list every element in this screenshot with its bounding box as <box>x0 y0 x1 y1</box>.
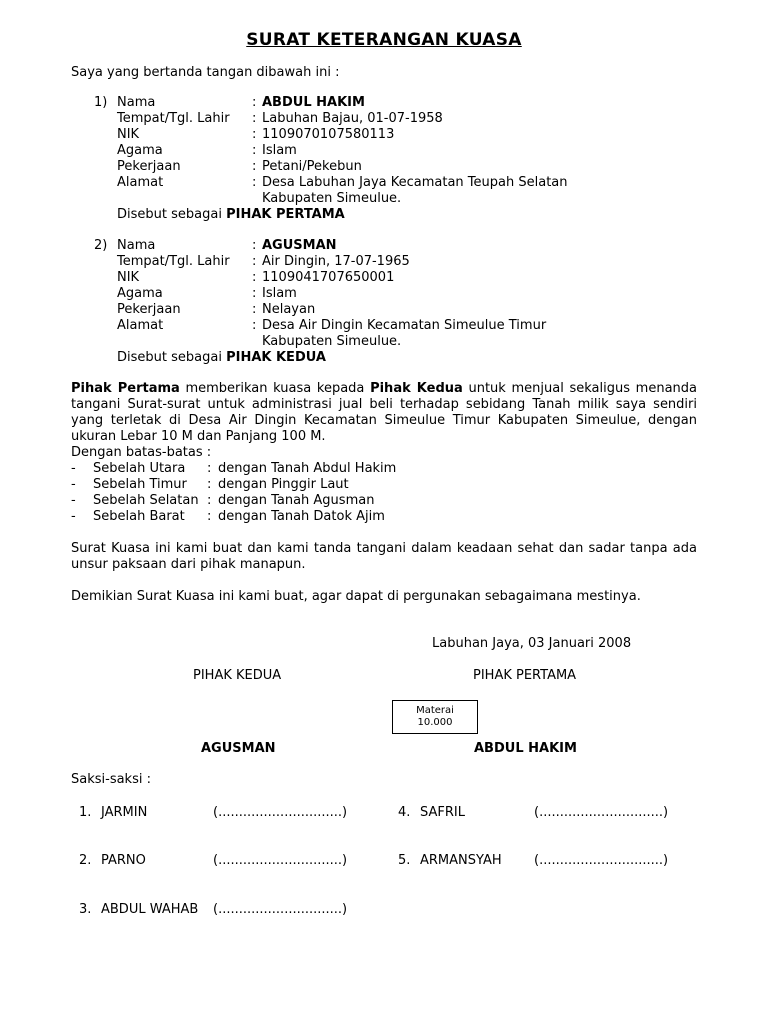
party-one-agama: Islam <box>262 143 297 158</box>
party-two-nik-row <box>117 270 717 286</box>
colon: : <box>252 270 257 285</box>
witness-item <box>79 853 369 869</box>
materai-stamp-box <box>392 700 478 734</box>
witness-signature-line: (..............................) <box>213 902 348 917</box>
colon: : <box>207 493 212 508</box>
witness-signature-line: (..............................) <box>534 853 669 868</box>
right-signer-role: PIHAK PERTAMA <box>473 668 577 683</box>
party-one-ttl: Labuhan Bajau, 01-07-1958 <box>262 111 443 126</box>
colon: : <box>252 254 257 269</box>
party-one-name: ABDUL HAKIM <box>262 95 365 110</box>
colon: : <box>252 143 257 158</box>
party-one-pekerjaan-row <box>117 159 717 175</box>
witness-name: SAFRIL <box>420 805 465 820</box>
colon: : <box>252 302 257 317</box>
colon: : <box>252 159 257 174</box>
witness-signature-line: (..............................) <box>534 805 669 820</box>
party-two-alamat-line1: Desa Air Dingin Kecamatan Simeulue Timur <box>262 318 547 333</box>
materai-value: 10.000 <box>417 717 453 728</box>
party-two-ttl-row <box>117 254 717 270</box>
boundary-dash: - <box>71 477 76 492</box>
intro-text: Saya yang bertanda tangan dibawah ini : <box>71 65 340 80</box>
witnesses-heading: Saksi-saksi : <box>71 772 151 787</box>
materai-label: Materai <box>416 705 454 716</box>
boundary-side: Sebelah Barat <box>93 509 185 524</box>
party-two-alamat-row <box>117 318 717 334</box>
party-one-pekerjaan: Petani/Pekebun <box>262 159 362 174</box>
party-one-alamat-line1: Desa Labuhan Jaya Kecamatan Teupah Selatan <box>262 175 568 190</box>
boundary-value: dengan Pinggir Laut <box>218 477 349 492</box>
label-alamat: Alamat <box>117 175 164 190</box>
colon: : <box>252 318 257 333</box>
witness-number: 4. <box>398 805 411 820</box>
party-two-alamat-row-2 <box>117 334 717 350</box>
party-two-role-row <box>117 350 717 366</box>
label-ttl: Tempat/Tgl. Lahir <box>117 111 230 126</box>
document-title: SURAT KETERANGAN KUASA <box>246 30 522 50</box>
disebut-text: Disebut sebagai <box>117 207 222 222</box>
party-one-role-row <box>117 207 717 223</box>
colon: : <box>252 175 257 190</box>
party-one-nik: 1109070107580113 <box>262 127 395 142</box>
boundary-row <box>71 509 671 525</box>
witness-name: ABDUL WAHAB <box>101 902 199 917</box>
witness-number: 5. <box>398 853 411 868</box>
party-two-name-row <box>117 238 717 254</box>
boundary-row <box>71 477 671 493</box>
disebut-text: Disebut sebagai <box>117 350 222 365</box>
colon: : <box>252 127 257 142</box>
colon: : <box>252 286 257 301</box>
party-one-alamat-row-2 <box>117 191 717 207</box>
boundary-side: Sebelah Selatan <box>93 493 199 508</box>
party-one-name-row <box>117 95 717 111</box>
left-signer-role: PIHAK KEDUA <box>193 668 282 683</box>
boundary-dash: - <box>71 493 76 508</box>
boundary-row <box>71 461 671 477</box>
witness-name: JARMIN <box>101 805 148 820</box>
witness-item <box>398 853 688 869</box>
boundary-dash: - <box>71 509 76 524</box>
pihak-pertama-ref: Pihak Pertama <box>71 381 180 396</box>
witness-name: ARMANSYAH <box>420 853 502 868</box>
label-ttl: Tempat/Tgl. Lahir <box>117 254 230 269</box>
label-pekerjaan: Pekerjaan <box>117 302 181 317</box>
party-two-pekerjaan: Nelayan <box>262 302 316 317</box>
label-nama: Nama <box>117 238 156 253</box>
authorization-paragraph <box>71 381 697 445</box>
party-two-ttl: Air Dingin, 17-07-1965 <box>262 254 410 269</box>
witness-number: 2. <box>79 853 92 868</box>
boundary-side: Sebelah Utara <box>93 461 186 476</box>
boundary-value: dengan Tanah Agusman <box>218 493 375 508</box>
party-one-number: 1) <box>94 95 108 110</box>
party-two-pekerjaan-row <box>117 302 717 318</box>
party-one-ttl-row <box>117 111 717 127</box>
party-two-name: AGUSMAN <box>262 238 337 253</box>
label-nama: Nama <box>117 95 156 110</box>
boundary-value: dengan Tanah Abdul Hakim <box>218 461 397 476</box>
party-one-alamat-line2: Kabupaten Simeulue. <box>262 191 402 206</box>
label-agama: Agama <box>117 286 163 301</box>
paragraph-text-2: untuk menjual sekaligus menanda tangani Surat-surat untuk administrasi jual beli terhadap sebidang Tanah milik saya sendiri yang terletak di Desa Air Dingin Kecamatan Simeulue Timur Kabupaten Simeulue, dengan ukuran Lebar 10 M dan Panjang 100 M. <box>71 381 697 444</box>
boundary-row <box>71 493 671 509</box>
witness-item <box>79 805 369 821</box>
party-two-nik: 1109041707650001 <box>262 270 395 285</box>
colon: : <box>207 477 212 492</box>
disebut-label <box>117 207 345 223</box>
witness-item <box>79 902 369 918</box>
party-one-role: PIHAK PERTAMA <box>226 207 345 222</box>
batas-heading: Dengan batas-batas : <box>71 445 212 460</box>
witness-name: PARNO <box>101 853 146 868</box>
colon: : <box>252 95 257 110</box>
boundary-dash: - <box>71 461 76 476</box>
party-one-alamat-row <box>117 175 717 191</box>
party-one-agama-row <box>117 143 717 159</box>
boundary-side: Sebelah Timur <box>93 477 187 492</box>
right-signer-name: ABDUL HAKIM <box>474 741 577 756</box>
party-two-number: 2) <box>94 238 108 253</box>
party-two-alamat-line2: Kabupaten Simeulue. <box>262 334 402 349</box>
colon: : <box>252 111 257 126</box>
witness-signature-line: (..............................) <box>213 853 348 868</box>
label-alamat: Alamat <box>117 318 164 333</box>
party-two-agama-row <box>117 286 717 302</box>
label-nik: NIK <box>117 127 140 142</box>
place-date: Labuhan Jaya, 03 Januari 2008 <box>432 636 632 651</box>
colon: : <box>252 238 257 253</box>
colon: : <box>207 509 212 524</box>
party-one-nik-row <box>117 127 717 143</box>
party-two-agama: Islam <box>262 286 297 301</box>
witness-signature-line: (..............................) <box>213 805 348 820</box>
paragraph-text-1: memberikan kuasa kepada <box>179 381 371 396</box>
closing-paragraph: Demikian Surat Kuasa ini kami buat, agar dapat di pergunakan sebagaimana mestinya. <box>71 589 641 604</box>
disebut-label <box>117 350 326 366</box>
colon: : <box>207 461 212 476</box>
label-nik: NIK <box>117 270 140 285</box>
label-pekerjaan: Pekerjaan <box>117 159 181 174</box>
label-agama: Agama <box>117 143 163 158</box>
left-signer-name: AGUSMAN <box>201 741 276 756</box>
pihak-kedua-ref: Pihak Kedua <box>370 381 463 396</box>
witness-number: 3. <box>79 902 92 917</box>
witness-item <box>398 805 688 821</box>
consent-paragraph: Surat Kuasa ini kami buat dan kami tanda tangani dalam keadaan sehat dan sadar tanpa ada unsur paksaan dari pihak manapun. <box>71 541 697 572</box>
boundary-value: dengan Tanah Datok Ajim <box>218 509 385 524</box>
witness-number: 1. <box>79 805 92 820</box>
party-two-role: PIHAK KEDUA <box>226 350 326 365</box>
